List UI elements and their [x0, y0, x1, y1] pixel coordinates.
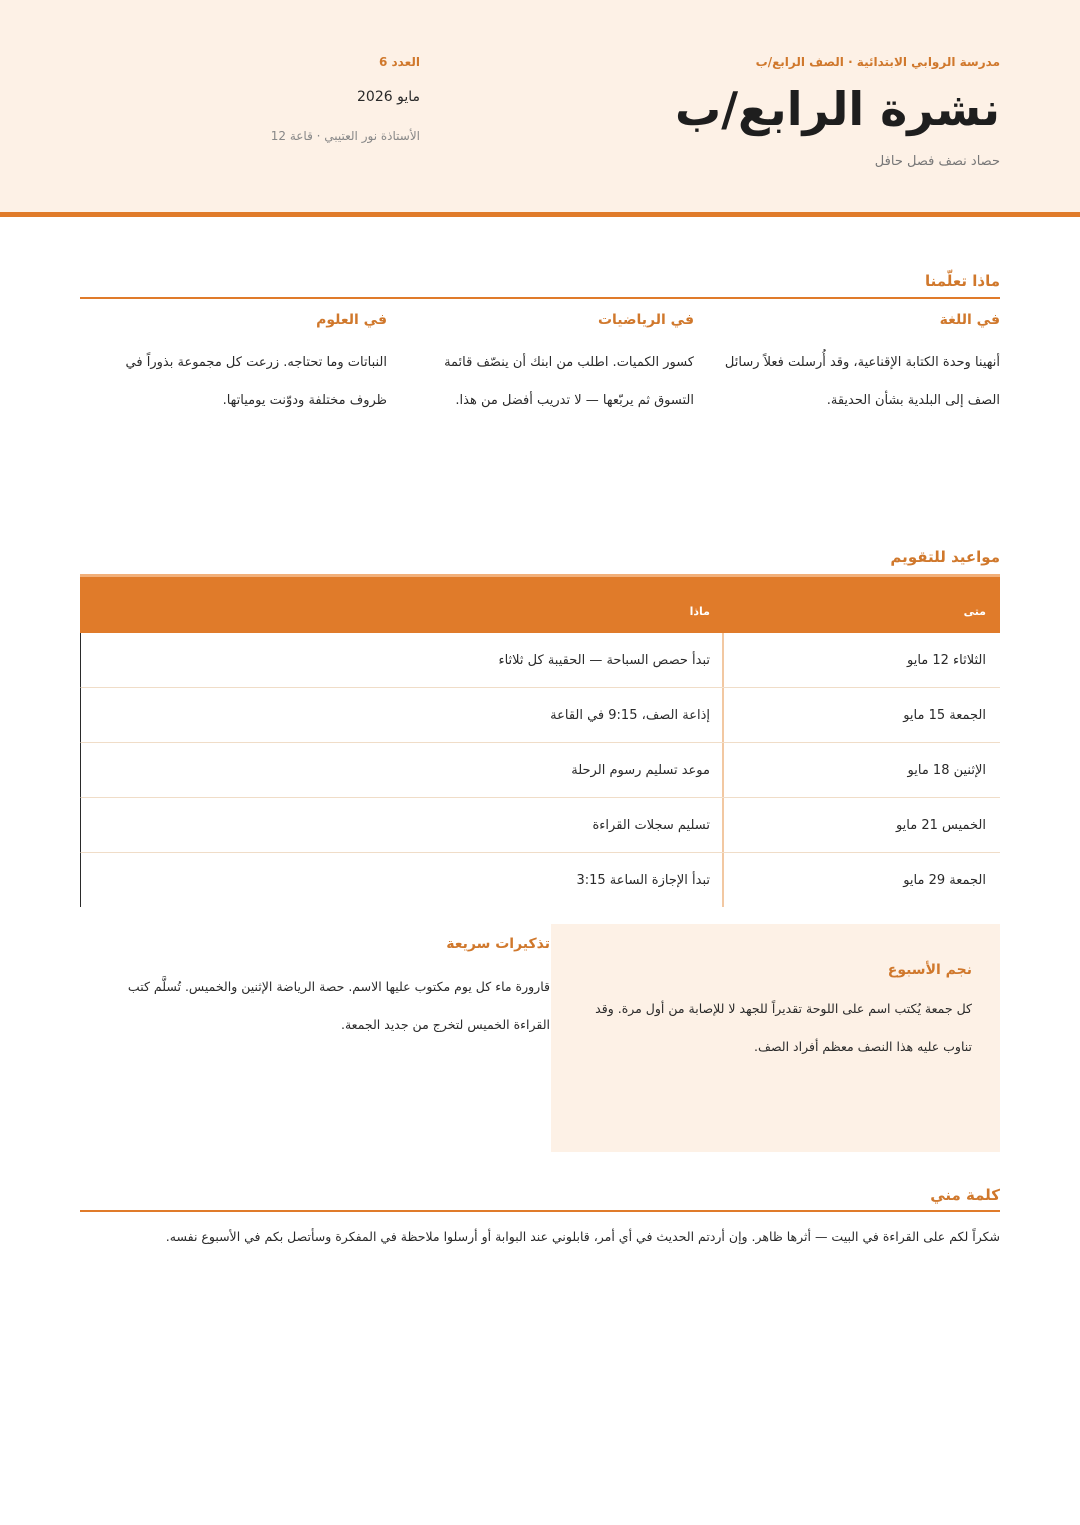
teacher-info: الأستاذة نور العتيبي · قاعة 12 — [270, 129, 420, 143]
learned-column-math — [404, 312, 694, 420]
row-when: الخميس 21 مايو — [895, 818, 986, 833]
column-text: النباتات وما تحتاجه. زرعت كل مجموعة بذوراً في ظروف مختلفة ودوّنت يومياتها. — [125, 355, 387, 408]
closing-rule — [80, 1210, 1000, 1212]
row-when: الثلاثاء 12 مايو — [906, 653, 986, 668]
column-divider — [722, 743, 724, 797]
school-name: مدرسة الروابي الابتدائية · الصف الرابع/ب — [755, 55, 1000, 69]
reminders-section — [100, 936, 550, 1044]
learned-rule — [80, 297, 1000, 299]
row-what: تسليم سجلات القراءة — [592, 818, 710, 833]
row-when: الإثنين 18 مايو — [907, 763, 986, 778]
closing-text: شكراً لكم على القراءة في البيت — أثرها ظاهر. وإن أردتم الحديث في أي أمر، قابلوني عند البوابة أو أرسلوا ملاحظة في المفكرة وسأتصل بكم في الأسبوع نفسه. — [165, 1229, 1000, 1244]
table-row — [80, 743, 1000, 798]
calendar-table — [80, 574, 1000, 907]
star-of-week-box — [551, 924, 1000, 1152]
table-header — [80, 574, 1000, 633]
newsletter-title: نشرة الرابع/ب — [674, 82, 1000, 136]
column-divider — [722, 688, 724, 742]
row-what: تبدأ الإجازة الساعة 3:15 — [576, 873, 710, 888]
column-divider — [722, 798, 724, 852]
row-what: موعد تسليم رسوم الرحلة — [571, 763, 710, 778]
newsletter-subtitle: حصاد نصف فصل حافل — [874, 154, 1000, 169]
table-row — [80, 688, 1000, 743]
newsletter-header — [0, 0, 1080, 217]
column-divider — [722, 633, 724, 687]
table-row — [80, 633, 1000, 688]
closing-heading: كلمة مني — [930, 1186, 1000, 1204]
row-when: الجمعة 15 مايو — [903, 708, 986, 723]
table-row — [80, 798, 1000, 853]
reminders-heading: تذكيرات سريعة — [446, 936, 550, 952]
column-title: في الرياضيات — [597, 312, 694, 328]
star-heading: نجم الأسبوع — [887, 962, 972, 978]
row-when: الجمعة 29 مايو — [903, 873, 986, 888]
calendar-heading: مواعيد للتقويم — [890, 548, 1000, 566]
learned-column-language — [710, 312, 1000, 420]
issue-date: مايو 2026 — [357, 89, 420, 105]
column-title: في اللغة — [939, 312, 1000, 328]
star-text: كل جمعة يُكتب اسم على اللوحة تقديراً للجهد لا للإصابة من أول مرة. وقد تناوب عليه هذا النصف معظم أفراد الصف. — [595, 1001, 972, 1054]
learned-column-science — [97, 312, 387, 420]
column-divider — [722, 853, 724, 907]
table-row — [80, 853, 1000, 907]
column-text: أنهينا وحدة الكتابة الإقناعية، وقد أُرسلت فعلاً رسائل الصف إلى البلدية بشأن الحديقة. — [724, 355, 1000, 408]
column-title: في العلوم — [316, 312, 387, 328]
row-what: إذاعة الصف، 9:15 في القاعة — [550, 708, 710, 723]
reminders-text: قارورة ماء كل يوم مكتوب عليها الاسم. حصة الرياضة الإثنين والخميس. تُسلَّم كتب القراءة الخميس لتخرج من جديد الجمعة. — [127, 979, 550, 1032]
row-what: تبدأ حصص السباحة — الحقيبة كل ثلاثاء — [498, 653, 710, 668]
learned-heading: ماذا تعلّمنا — [924, 272, 1000, 290]
issue-number: العدد 6 — [378, 55, 420, 69]
column-header-when: متى — [963, 605, 986, 618]
column-text: كسور الكميات. اطلب من ابنك أن ينصّف قائمة التسوق ثم يربّعها — لا تدريب أفضل من هذا. — [444, 355, 694, 408]
column-header-what: ماذا — [689, 605, 710, 618]
